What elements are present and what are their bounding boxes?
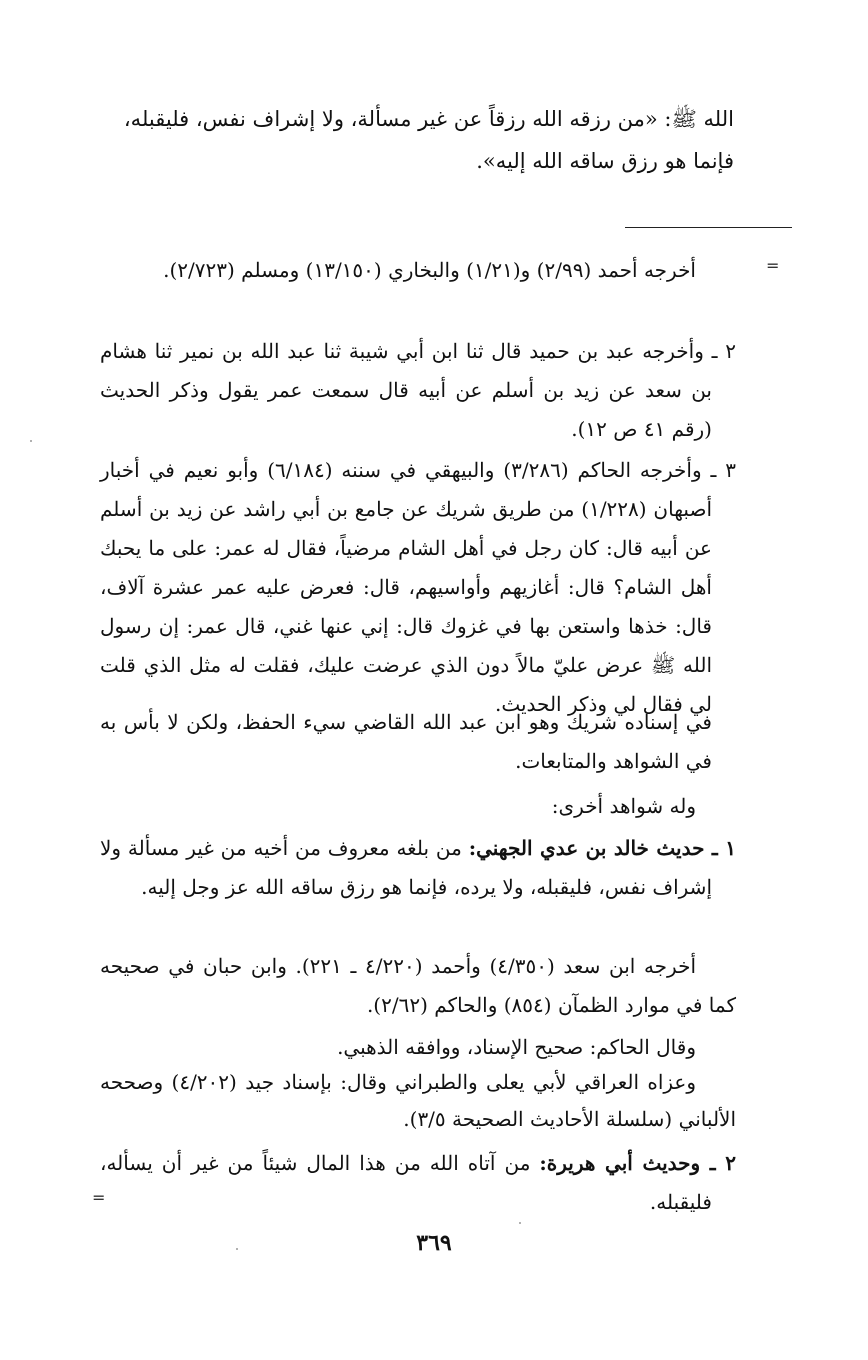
hadith-1-title: ١ ـ حديث خالد بن عدي الجهني: [468,836,736,860]
main-text [96,98,734,182]
footnote-2-text: ٢ ـ وأخرجه عبد بن حميد قال ثنا ابن أبي شيبة ثنا عبد الله بن نمير ثنا هشام بن سعد عن زيد بن أسلم عن أبيه قال سمعت عمر يقول وذكر الحديث (رقم ٤١ ص ١٢). [100,339,736,441]
iraqi-attribution-text: وعزاه العراقي لأبي يعلى والطبراني وقال: بإسناد جيد (٤/٢٠٢) وصححه الألباني (سلسلة الأحاديث الصحيحة ٣/٥). [100,1070,736,1131]
page-number: ٣٦٩ [416,1230,452,1256]
iraqi-attribution [100,1064,736,1138]
hakim-statement [100,1028,736,1067]
hadith-1 [100,829,736,907]
footnote-3-note [100,703,736,781]
footnote-1 [100,251,736,290]
continuation-mark-top: = [766,256,780,275]
hadith-2 [100,1144,736,1222]
footnote-1-text: أخرجه أحمد (٢/٩٩) و(١/٢١) والبخاري (١٣/١٥٠) ومسلم (٢/٧٢٣). [163,258,696,282]
footnote-separator [625,227,792,228]
scan-speck [519,1222,521,1224]
hadith-2-text: من آتاه الله من هذا المال شيئاً من غير أن يسأله، فليقبله. [100,1151,712,1214]
scan-speck [236,1248,238,1250]
main-text-line-2: فإنما هو رزق ساقه الله إليه». [476,149,734,173]
scan-speck [30,440,32,442]
hadith-1-paragraph [100,829,736,907]
hakim-statement-text: وقال الحاكم: صحيح الإسناد، ووافقه الذهبي. [337,1035,696,1059]
footnote-3 [100,451,736,724]
main-text-line-1: الله ﷺ: «من رزقه الله رزقاً عن غير مسألة، ولا إشراف نفس، فليقبله، [123,107,734,131]
hadith-2-title: ٢ ـ وحديث أبي هريرة: [539,1151,736,1175]
continuation-mark-bottom: = [92,1188,106,1207]
hadith-2-paragraph [100,1144,736,1222]
hadith-1-takhrij-text: أخرجه ابن سعد (٤/٣٥٠) وأحمد (٤/٢٢٠ ـ ٢٢١). وابن حبان في صحيحه كما في موارد الظمآن (٨٥٤) والحاكم (٢/٦٢). [100,954,736,1017]
footnote-2 [100,332,736,449]
hadith-1-text: من بلغه معروف من أخيه من غير مسألة ولا إشراف نفس، فليقبله، ولا يرده، فإنما هو رزق ساقه الله عز وجل إليه. [100,836,712,899]
hadith-1-takhrij [100,947,736,1025]
footnote-3-note-text: في إسناده شريك وهو ابن عبد الله القاضي سيء الحفظ، ولكن لا بأس به في الشواهد والمتابعات. [100,710,712,773]
shawahid-heading [100,787,736,826]
footnote-3-text: ٣ ـ وأخرجه الحاكم (٣/٢٨٦) والبيهقي في سننه (٦/١٨٤) وأبو نعيم في أخبار أصبهان (١/٢٢٨) من طريق شريك عن جامع بن أبي راشد عن زيد بن أسلم عن أبيه قال: كان رجل في أهل الشام مرضياً، فقال له عمر: على ما يحبك أهل الشام؟ قال: أغازيهم وأواسيهم، قال: فعرض عليه عمر عشرة آلاف، قال: خذها واستعن بها في غزوك قال: إني عنها غني، قال عمر: إن رسول الله ﷺ عرض عليّ مالاً دون الذي عرضت عليك، فقلت له مثل الذي قلت لي فقال لي وذكر الحديث. [100,458,737,716]
shawahid-heading-text: وله شواهد أخرى: [551,794,696,818]
